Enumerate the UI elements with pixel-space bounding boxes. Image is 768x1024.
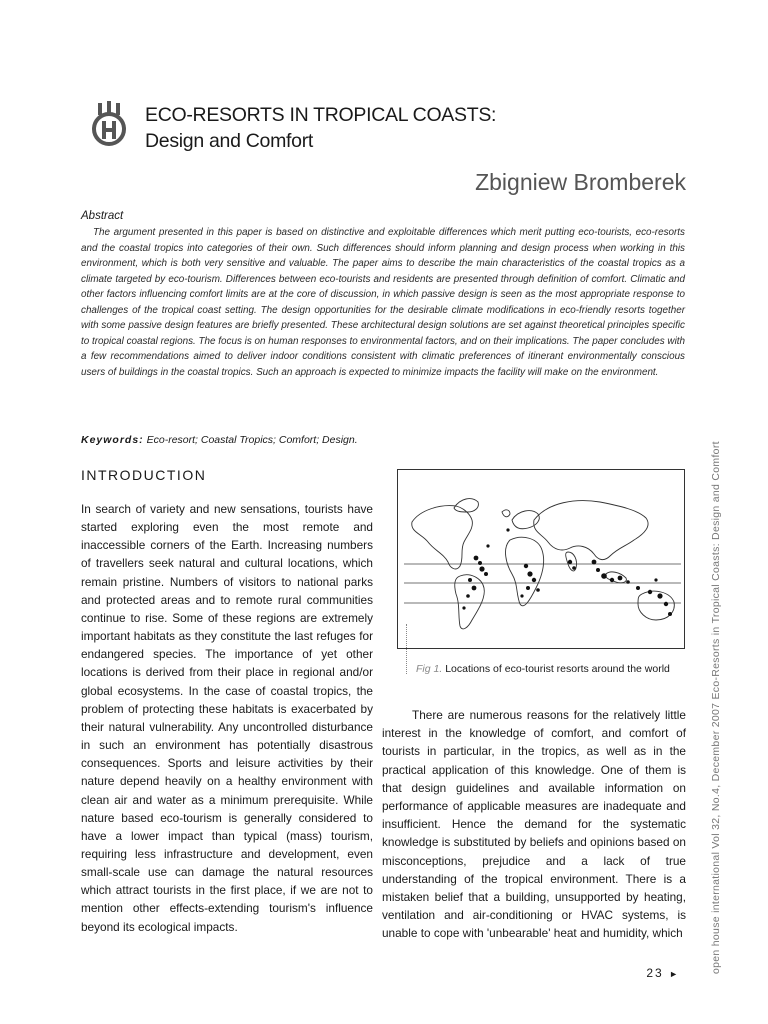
world-map-figure (397, 469, 685, 649)
title-line-1: ECO-RESORTS IN TROPICAL COASTS: (145, 104, 497, 126)
page-number-text: 23 (646, 966, 664, 980)
figure-marker-line (406, 624, 407, 674)
next-page-arrow-icon: ► (669, 969, 680, 979)
figure-label: Fig 1. (416, 663, 443, 675)
page-number (646, 966, 680, 980)
introduction-heading: INTRODUCTION (81, 467, 207, 483)
right-column-paragraph: There are numerous reasons for the relatively little interest in the knowledge of comfort, and comfort of tourists in particular, in the tropics, as well as in the practical application of this knowledge. One of them is that design guidelines and available information on performance of applicable measures are inadequate and insufficient. Hence the demand for the systematic knowledge is substituted by beliefs and opinions based on misconceptions, prejudice and a lack of true understanding of the tropical environment. There is a mistaken belief that a building, unsupported by heating, ventilation and air-conditioning or HVAC systems, is unable to cope with 'unbearable' heat and humidity, which (382, 708, 686, 941)
keywords-label: Keywords: (81, 434, 144, 446)
abstract-heading: Abstract (81, 210, 124, 222)
introduction-paragraph: In search of variety and new sensations, tourists have started exploring even the most remote and inaccessible corners of the Earth. Increasing numbers of travellers seek natural and cultural locations, which remain pristine. Numbers of visitors to national parks and protected areas and to remote rural communities continue to rise. Some of these regions are extremely important habitats as they constitute the last refuges for endangered species. The importance of yet other locations is derived from their place in regional and/or global ecosystems. In the case of coastal tropics, the problem of protecting these habitats is exacerbated by their natural vulnerability. Any uncontrolled disturbance in such an environment has potentially disastrous consequences. Sports and leisure activities by their nature depend heavily on a healthy environment with clean air and water as a minimum prerequisite. While nature based eco-tourism is generally considered to have a lower impact than typical (mass) tourism, requiring less infrastructure and development, even small-scale use can damage the natural resources which attract tourists in the first place, if we are not to mention other effects-extending tourism's influence beyond its ecological impacts. (81, 502, 373, 934)
keywords-line (81, 434, 358, 446)
title-line-2: Design and Comfort (145, 130, 314, 152)
figure-caption-text: Locations of eco-tourist resorts around the world (445, 663, 670, 675)
journal-emblem-icon (89, 100, 129, 150)
abstract-text: The argument presented in this paper is based on distinctive and exploitable differences which merit putting eco-tourists, eco-resorts and the coastal tropics into categories of their own. Such differences should inform planning and design process when working in this environment, which is both very sensitive and valuable. The paper aims to describe the main characteristics of the coastal tropics as a climate targeted by eco-tourism. Differences between eco-tourists and residents are presented through definition of comfort. Climatic and other factors influencing comfort limits are at the core of discussion, in which passive design is seen as the most appropriate response to challenges of the tropical coast setting. The design opportunities for the desirable climate modifications in eco-friendly resorts together with some passive design features are briefly presented. These architectural design solutions are set against theoretical principles specific to tropical coastal regions. The focus is on human responses to environmental factors, and on their implications. The paper concludes with a few recommendations aimed to deliver indoor conditions consistent with climatic preferences of itinerant environmentally conscious users of buildings in the coastal tropics. Such an approach is expected to minimize impacts the facility will make on the environment. (81, 227, 685, 378)
journal-sidebar: open house international Vol 32, No.4, December 2007 Eco-Resorts in Tropical Coasts: Design and Comfort (710, 441, 722, 974)
author-name: Zbigniew Bromberek (475, 169, 686, 195)
keywords-text: Eco-resort; Coastal Tropics; Comfort; Design. (146, 434, 358, 446)
paper-title (145, 102, 496, 154)
world-map (398, 470, 686, 650)
figure-caption (416, 661, 676, 677)
